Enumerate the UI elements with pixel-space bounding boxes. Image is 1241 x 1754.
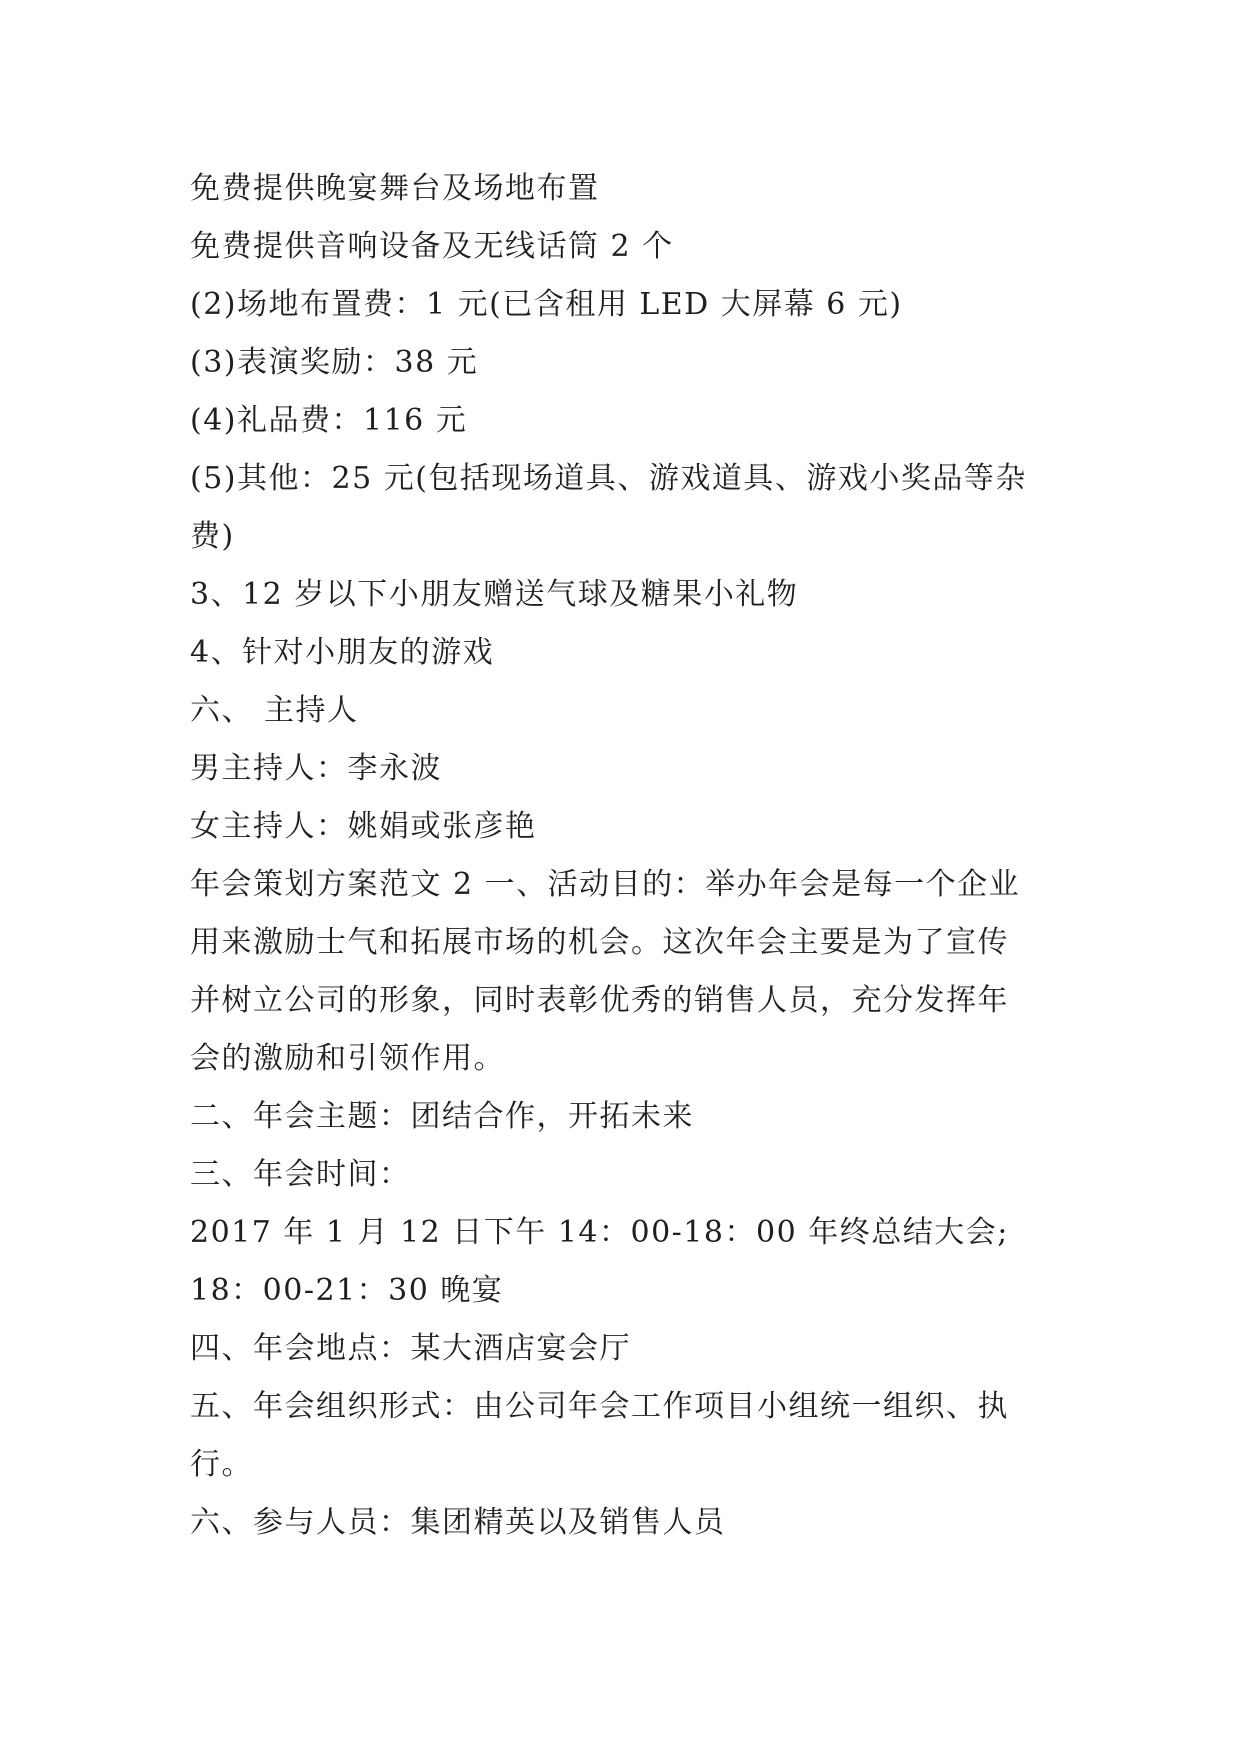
section-heading: 二、年会主题：团结合作，开拓未来 — [190, 1099, 694, 1134]
paragraph-line: 并树立公司的形象，同时表彰优秀的销售人员，充分发挥年 — [190, 983, 1009, 1018]
section-heading: 四、年会地点：某大酒店宴会厅 — [190, 1331, 631, 1366]
text-line: 18：00-21：30 晚宴 — [190, 1273, 504, 1308]
text-line: 行。 — [190, 1447, 253, 1482]
text-line: (5)其他：25 元(包括现场道具、游戏道具、游戏小奖品等杂 — [190, 461, 1027, 496]
text-line: 费) — [190, 519, 235, 554]
text-line: 2017 年 1 月 12 日下午 14：00-18：00 年终总结大会; — [190, 1215, 1009, 1250]
section-heading: 三、年会时间： — [190, 1157, 411, 1192]
paragraph-line: 会的激励和引领作用。 — [190, 1041, 505, 1076]
text-line: 免费提供音响设备及无线话筒 2 个 — [190, 229, 674, 264]
section-heading: 五、年会组织形式：由公司年会工作项目小组统一组织、执 — [190, 1389, 1009, 1424]
text-line: 男主持人：李永波 — [190, 751, 442, 786]
text-line: (2)场地布置费：1 元(已含租用 LED 大屏幕 6 元) — [190, 287, 903, 322]
text-line: 女主持人：姚娟或张彦艳 — [190, 809, 537, 844]
text-line: (4)礼品费：116 元 — [190, 403, 468, 438]
text-line: 免费提供晚宴舞台及场地布置 — [190, 171, 600, 206]
text-line: 4、针对小朋友的游戏 — [190, 635, 495, 670]
paragraph-line: 年会策划方案范文 2 一、活动目的：举办年会是每一个企业 — [190, 867, 1021, 902]
text-line: 3、12 岁以下小朋友赠送气球及糖果小礼物 — [190, 577, 799, 612]
document-body — [190, 160, 1060, 1552]
section-heading: 六、 主持人 — [190, 693, 359, 728]
paragraph-line: 用来激励士气和拓展市场的机会。这次年会主要是为了宣传 — [190, 925, 1009, 960]
text-line: (3)表演奖励：38 元 — [190, 345, 479, 380]
section-heading: 六、参与人员：集团精英以及销售人员 — [190, 1505, 726, 1540]
